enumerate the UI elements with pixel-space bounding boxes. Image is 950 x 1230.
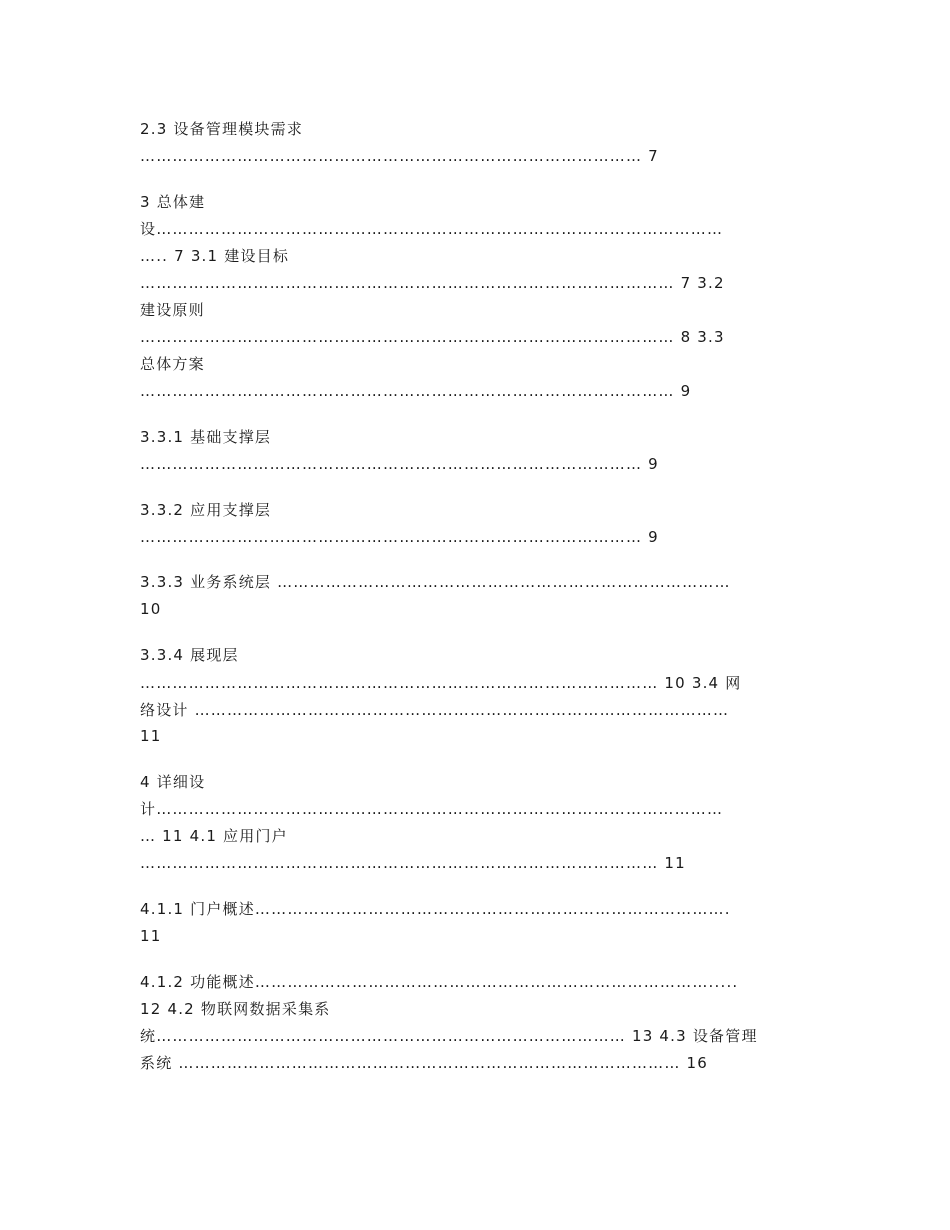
toc-line: …………………………………………………………………………………… 11: [140, 854, 686, 872]
toc-line: 3.3.1 基础支撑层: [140, 428, 272, 446]
toc-line: 系统 ………………………………………………………………………………… 16: [140, 1054, 709, 1072]
toc-line: 11: [140, 927, 162, 945]
toc-line: ……………………………………………………………………………………… 8 3.3: [140, 328, 725, 346]
toc-line: ……………………………………………………………………………………… 7 3.2: [140, 274, 725, 292]
toc-line: 4.1.1 门户概述…………………………………………………………………………….: [140, 900, 731, 918]
toc-line: 设……………………………………………………………………………………………: [140, 220, 724, 238]
toc-line: 络设计 ………………………………………………………………………………………: [140, 701, 730, 719]
toc-line: 11: [140, 727, 162, 745]
toc-line: 3.3.3 业务系统层 …………………………………………………………………………: [140, 573, 731, 591]
toc-line: 4 详细设: [140, 773, 206, 791]
toc-line: 3.3.2 应用支撑层: [140, 501, 272, 519]
toc-line: 3.3.4 展现层: [140, 646, 239, 664]
toc-line: 2.3 设备管理模块需求: [140, 120, 304, 138]
toc-line: 总体方案: [140, 355, 205, 373]
toc-line: ………………………………………………………………………………… 9: [140, 455, 659, 473]
toc-line: …………………………………………………………………………………… 10 3.4 网: [140, 674, 742, 692]
toc-line: ………………………………………………………………………………… 9: [140, 528, 659, 546]
toc-line: 3 总体建: [140, 193, 206, 211]
toc-line: ….. 7 3.1 建设目标: [140, 247, 290, 265]
toc-line: … 11 4.1 应用门户: [140, 827, 288, 845]
toc-line: 建设原则: [140, 301, 205, 319]
toc-line: 10: [140, 600, 162, 618]
toc-line: 12 4.2 物联网数据采集系: [140, 1000, 331, 1018]
toc-line: 计……………………………………………………………………………………………: [140, 800, 724, 818]
toc-line: ………………………………………………………………………………… 7: [140, 147, 659, 165]
toc-line: 4.1.2 功能概述………………………………………………………………………….....: [140, 973, 739, 991]
toc-line: ……………………………………………………………………………………… 9: [140, 382, 692, 400]
toc-line: 统…………………………………………………………………………… 13 4.3 设备管理: [140, 1027, 758, 1045]
